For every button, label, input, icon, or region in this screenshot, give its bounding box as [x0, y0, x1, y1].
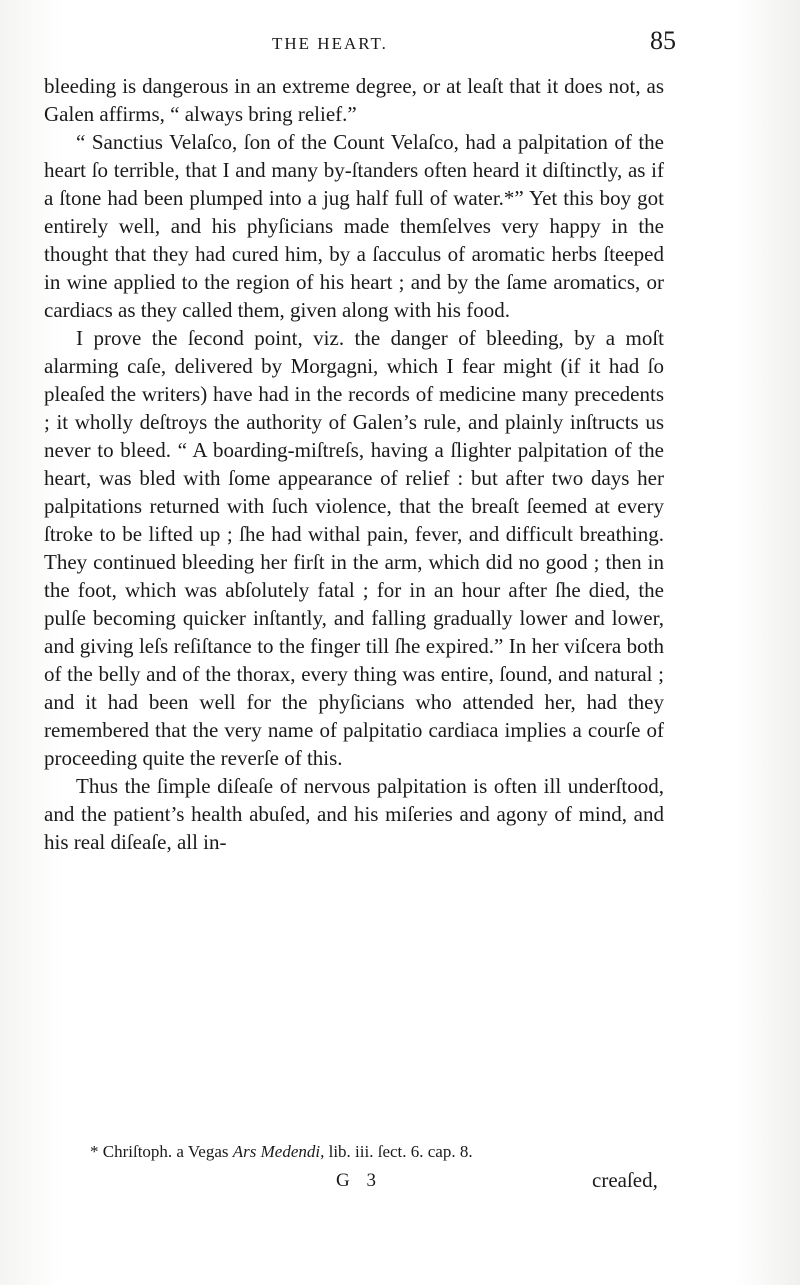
paragraph-1: bleeding is dangerous in an extreme degree, or at leaſt that it does not, as Galen affirms, “ always bring relief.” — [44, 74, 664, 126]
paragraph-3: I prove the ſecond point, viz. the danger of bleeding, by a moſt alarming caſe, delivered by Morgagni, which I fear might (if it had ſo pleaſed the writers) have had in the records of medicine many precedents ; it wholly deſtroys the authority of Galen’s rule, and plainly inſtructs us never to bleed. “ A boarding-miſtreſs, having a ſlighter palpitation of the heart, was bled with ſome appearance of relief : but after two days her palpitations returned with ſuch violence, that the breaſt ſeemed at every ſtroke to be lifted up ; ſhe had withal pain, fever, and difficult breathing. They continued bleeding her firſt in the arm, which did no good ; then in the foot, which was abſolutely fatal ; for in an hour after ſhe died, the pulſe becoming quicker inſtantly, and falling gradually lower and lower, and giving leſs reſiſtance to the finger till ſhe expired.” In her viſcera both of the belly and of the thorax, every thing was entire, ſound, and natural ; and it had been well for the phyſicians who attended her, had they remembered that the very name of palpitatio cardiaca implies a courſe of proceeding quite the reverſe of this. — [44, 326, 664, 770]
page-header — [44, 26, 676, 70]
paragraph-4: Thus the ſimple diſeaſe of nervous palpitation is often ill underſtood, and the patient’s health abuſed, and his miſeries and agony of mind, and his real diſeaſe, all in- — [44, 774, 664, 854]
page-number: 85 — [650, 26, 676, 55]
footnote-work: Ars Medendi, — [232, 1142, 325, 1161]
body-text — [44, 72, 664, 856]
footnote-marker: * — [90, 1142, 99, 1161]
footnote-reference: lib. iii. ſect. 6. cap. 8. — [328, 1142, 473, 1161]
running-head: THE HEART. — [272, 34, 388, 53]
footnote-author: Chriſtoph. a Vegas — [102, 1142, 229, 1161]
footnote — [90, 1142, 670, 1162]
catchword: creaſed, — [592, 1168, 658, 1192]
paragraph-2: “ Sanctius Velaſco, ſon of the Count Velaſco, had a palpitation of the heart ſo terrible, that I and many by-ſtanders often heard it diſtinctly, as if a ſtone had been plumped into a jug half full of water.*” Yet this boy got entirely well, and his phyſicians made themſelves very happy in the thought that they had cured him, by a ſacculus of aromatic herbs ſteeped in wine applied to the region of his heart ; and by the ſame aromatics, or cardiacs as they called them, given along with his food. — [44, 130, 664, 322]
signature-mark: G 3 — [336, 1170, 382, 1191]
